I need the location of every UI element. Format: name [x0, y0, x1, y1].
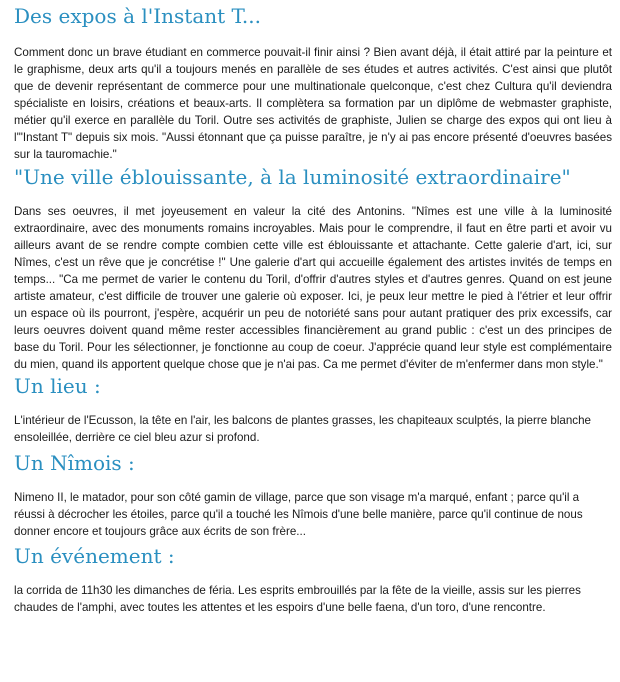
section-title-expos: Des expos à l'Instant T...: [14, 4, 262, 28]
section-body-expos: Comment donc un brave étudiant en commerce pouvait-il finir ainsi ? Bien avant déjà, il était attiré par la peinture et le graphisme, deux arts qu'il a toujours menés en parallèle de ses études et autres activités. C'est ainsi que plutôt que de devenir représentant de commerce pour une multinationale quelconque, c'est chez Cultura qu'il deviendra spécialiste en loisirs, créations et beaux-arts. Il complètera sa formation par un diplôme de webmaster graphiste, métier qu'il exerce en parallèle du Toril. Outre ses activités de graphiste, Julien se charge des expos qui ont lieu à l'"Instant T" depuis six mois. "Aussi étonnant que ça puisse paraître, je n'y ai pas encore présenté d'oeuvres basées sur la tauromachie.": [14, 46, 612, 161]
section-title-lieu: Un lieu :: [14, 374, 101, 398]
section-title-ville: "Une ville éblouissante, à la luminosité extraordinaire": [14, 165, 571, 189]
section-body-ville: Dans ses oeuvres, il met joyeusement en valeur la cité des Antonins. "Nîmes est une ville à la luminosité extraordinaire, avec des monuments romains incroyables. Mais pour le comprendre, il faut en être parti et avoir vu ailleurs avant de se rendre compte combien cette ville est éblouissante et attachante. Cette galerie d'art, ici, sur Nîmes, c'est un rêve que je concrétise !" Une galerie d'art qui accueille également des artistes invités de temps en temps... "Ca me permet de varier le contenu du Toril, d'offrir d'autres styles et d'autres genres. Quand on est jeune artiste amateur, c'est difficile de trouver une galerie où exposer. Ici, je peux leur mettre le pied à l'étrier et leur offrir un espace où ils pourront, j'espère, acquérir un peu de notoriété sans pour autant pratiquer des prix excessifs, car leurs oeuvres doivent quand même rester accessibles financièrement au grand public : c'est un des principes de base du Toril. Pour les sélectionner, je fonctionne au coup de coeur. J'apprécie quand leur style est complémentaire du mien, quand ils apportent quelque chose que je n'ai pas. Ca me permet d'éviter de m'enfermer dans mon style.": [14, 205, 612, 371]
section-body-nimois: Nimeno II, le matador, pour son côté gamin de village, parce que son visage m'a marqué, enfant ; parce qu'il a réussi à décrocher les étoiles, parce qu'il a touché les Nîmois d'une belle manière, parce qu'il continue de nous donner encore et toujours grâce aux écrits de son frère...: [14, 491, 583, 538]
section-body-lieu: L'intérieur de l'Ecusson, la tête en l'air, les balcons de plantes grasses, les chapiteaux sculptés, la pierre blanche ensoleillée, derrière ce ciel bleu azur si profond.: [14, 414, 591, 444]
section-title-evenement: Un événement :: [14, 544, 175, 568]
section-body-evenement: la corrida de 11h30 les dimanches de féria. Les esprits embrouillés par la fête de la vieille, assis sur les pierres chaudes de l'amphi, avec toutes les attentes et les espoirs d'une belle faena, d'un toro, d'une rencontre.: [14, 584, 581, 614]
section-title-nimois: Un Nîmois :: [14, 451, 135, 475]
